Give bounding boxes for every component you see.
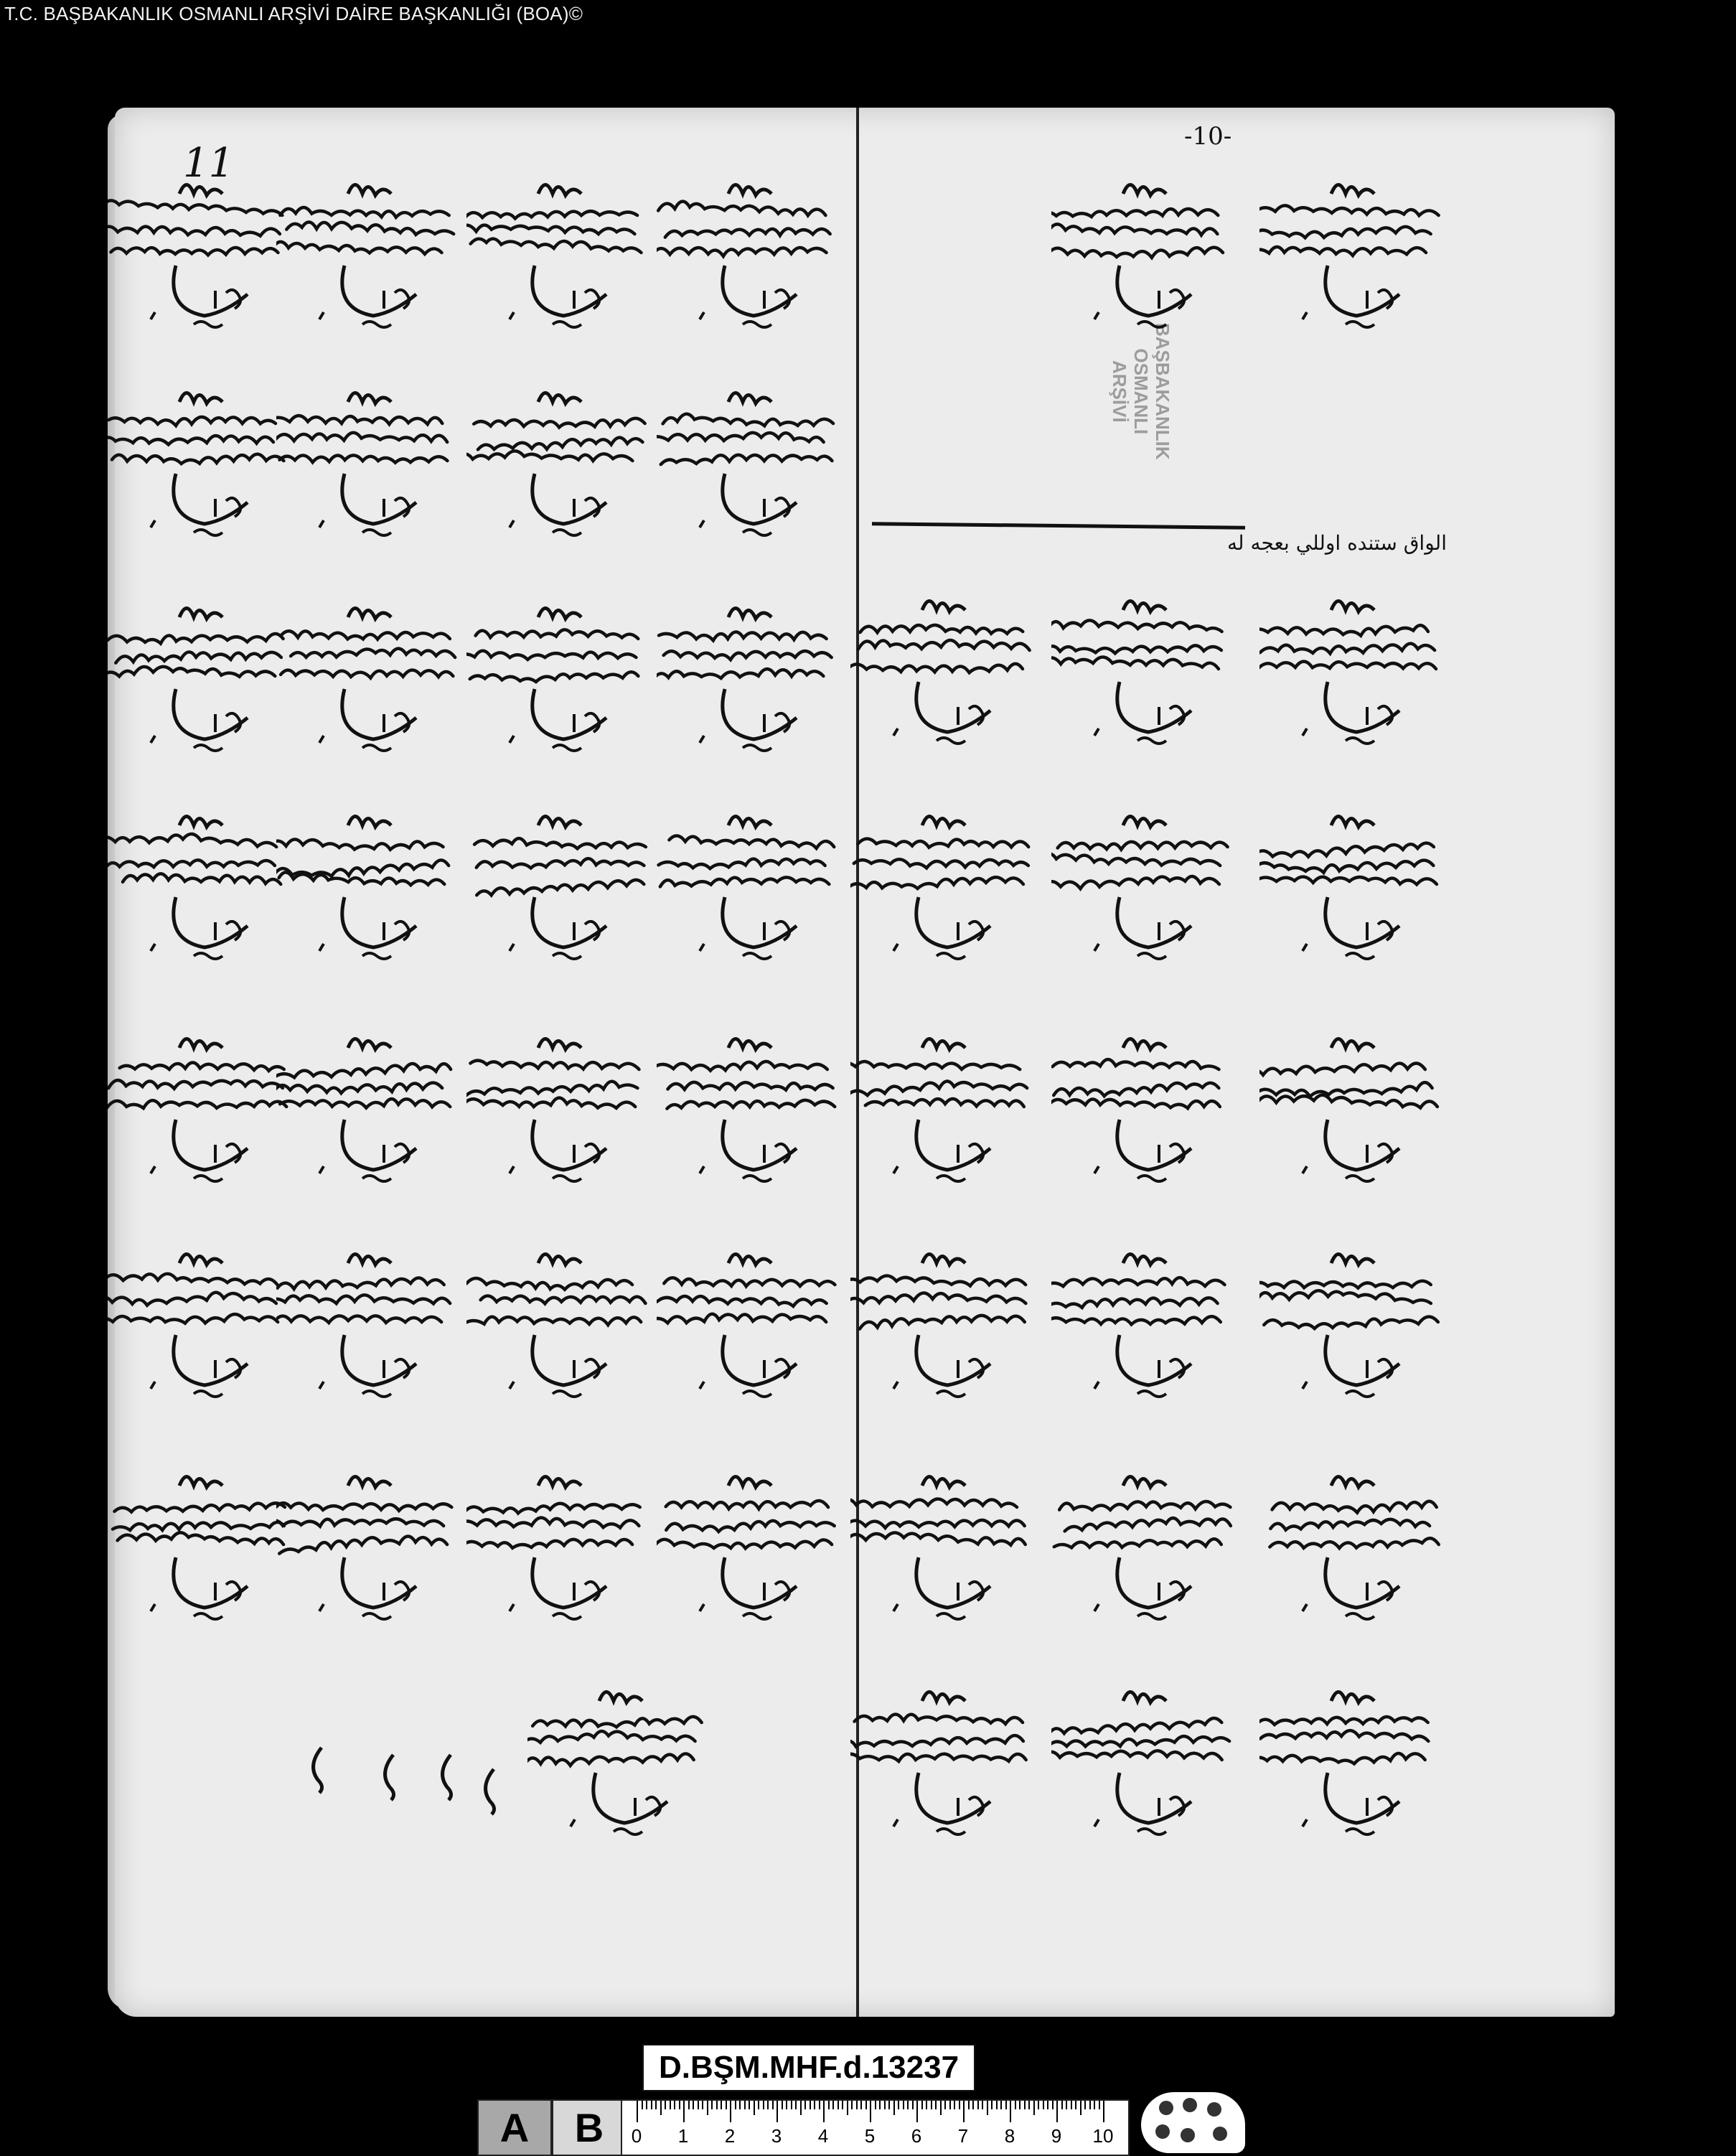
handwriting-icon: [466, 1464, 660, 1629]
handwriting-icon: [466, 172, 660, 337]
handwriting-icon: [108, 1242, 301, 1407]
ledger-entry: [657, 1242, 850, 1407]
ledger-entry: [1259, 1242, 1453, 1407]
reference-block-a: A: [477, 2099, 552, 2156]
handwriting-icon: [1259, 1026, 1453, 1191]
ledger-entry: [466, 1026, 660, 1191]
handwriting-icon: [657, 1464, 850, 1629]
color-palette-card: [1141, 2092, 1245, 2153]
ruler-number: 8: [1004, 2125, 1015, 2147]
handwriting-icon: [1259, 589, 1453, 754]
ledger-entry: [276, 380, 470, 545]
ledger-entry: [850, 1242, 1044, 1407]
ledger-entry: [276, 1242, 470, 1407]
handwriting-icon: [276, 172, 470, 337]
handwriting-icon: [108, 596, 301, 761]
ruler-number: 9: [1051, 2125, 1062, 2147]
ledger-entry: [466, 380, 660, 545]
ledger-entry: [1051, 804, 1245, 969]
handwriting-icon: [466, 1026, 660, 1191]
ledger-entry: [1051, 1242, 1245, 1407]
ledger-entry: [850, 1026, 1044, 1191]
tail-mark: [301, 1744, 330, 1794]
handwriting-icon: [527, 1679, 721, 1845]
scale-ruler: [621, 2099, 1130, 2156]
ledger-entry: [1259, 172, 1453, 337]
ledger-entry: [466, 596, 660, 761]
color-reference-blocks: [477, 2099, 627, 2156]
ledger-entry: [276, 804, 470, 969]
ledger-entry: [657, 1026, 850, 1191]
ledger-entry: [657, 596, 850, 761]
handwriting-icon: [1259, 804, 1453, 969]
handwriting-icon: [276, 596, 470, 761]
ledger-entry: [1259, 1679, 1453, 1845]
ledger-entry: [108, 1026, 301, 1191]
handwriting-icon: [657, 380, 850, 545]
ledger-entry: [466, 172, 660, 337]
tail-mark: [431, 1751, 459, 1801]
ledger-entry: [527, 1679, 721, 1845]
ruler-number: 10: [1092, 2125, 1114, 2147]
ledger-entry: [850, 804, 1044, 969]
ledger-entry: [276, 596, 470, 761]
handwriting-icon: [466, 380, 660, 545]
handwriting-icon: [466, 1242, 660, 1407]
handwriting-icon: [1259, 172, 1453, 337]
ledger-entry: [466, 1242, 660, 1407]
call-number-label: D.BŞM.MHF.d.13237: [642, 2044, 975, 2091]
handwriting-icon: [1259, 1679, 1453, 1845]
ledger-entry: [108, 380, 301, 545]
handwriting-icon: [1259, 1464, 1453, 1629]
ledger-entry: [108, 1242, 301, 1407]
handwriting-icon: [850, 804, 1044, 969]
handwriting-icon: [1051, 1464, 1245, 1629]
handwriting-icon: [276, 804, 470, 969]
handwriting-icon: [276, 380, 470, 545]
ledger-entry: [850, 1464, 1044, 1629]
handwriting-icon: [108, 1026, 301, 1191]
handwriting-icon: [108, 172, 301, 337]
handwriting-icon: [108, 1464, 301, 1629]
archive-header: T.C. BAŞBAKANLIK OSMANLI ARŞİVİ DAİRE BAŞKANLIĞI (BOA)©: [4, 3, 583, 24]
handwriting-icon: [850, 589, 1044, 754]
ledger-entry: [276, 1464, 470, 1629]
tail-mark: [373, 1751, 402, 1801]
ledger-entry: [1051, 589, 1245, 754]
handwriting-icon: [276, 1026, 470, 1191]
handwriting-icon: [1051, 589, 1245, 754]
handwriting-icon: [1051, 1679, 1245, 1845]
ledger-entry: [466, 1464, 660, 1629]
ledger-entry: [466, 804, 660, 969]
ruler-number: 7: [957, 2125, 969, 2147]
handwriting-icon: [850, 1679, 1044, 1845]
ruler-number: 6: [911, 2125, 922, 2147]
handwriting-icon: [850, 1464, 1044, 1629]
handwriting-icon: [1051, 1242, 1245, 1407]
handwriting-icon: [1051, 804, 1245, 969]
handwriting-icon: [850, 1026, 1044, 1191]
handwriting-icon: [1051, 172, 1245, 337]
ledger-entry: [657, 172, 850, 337]
folio-number-left: 11: [183, 140, 235, 187]
handwriting-icon: [108, 380, 301, 545]
ruler-number: 3: [771, 2125, 782, 2147]
ledger-entry: [1051, 172, 1245, 337]
ledger-entry: [1259, 1026, 1453, 1191]
handwriting-icon: [276, 1242, 470, 1407]
ledger-entry: [1259, 804, 1453, 969]
handwriting-icon: [657, 1026, 850, 1191]
stamp-line: ARŞİVİ: [1109, 360, 1130, 423]
handwriting-icon: [276, 1464, 470, 1629]
ledger-entry: [276, 172, 470, 337]
handwriting-icon: [657, 596, 850, 761]
ledger-entry: [1051, 1679, 1245, 1845]
folio-number-right: -10-: [1184, 122, 1232, 151]
handwriting-icon: [657, 172, 850, 337]
stamp-line: BAŞBAKANLIK: [1152, 323, 1173, 460]
ledger-entry: [1051, 1464, 1245, 1629]
ledger-entry: [657, 380, 850, 545]
handwriting-icon: [1051, 1026, 1245, 1191]
ledger-entry: [1259, 1464, 1453, 1629]
handwriting-icon: [108, 804, 301, 969]
ledger-entry: [850, 589, 1044, 754]
ruler-number: 2: [724, 2125, 736, 2147]
reference-block-b: B: [552, 2099, 627, 2156]
handwriting-icon: [466, 596, 660, 761]
section-heading: الواق ستنده اوللي بعجه له: [1227, 531, 1447, 555]
handwriting-icon: [466, 804, 660, 969]
handwriting-icon: [657, 1242, 850, 1407]
ledger-entry: [1051, 1026, 1245, 1191]
ruler-number: 4: [817, 2125, 829, 2147]
ruler-number: 1: [677, 2125, 689, 2147]
archive-stamp: [1109, 323, 1173, 460]
ledger-entry: [276, 1026, 470, 1191]
ruler-number: 0: [631, 2125, 642, 2147]
ledger-entry: [850, 1679, 1044, 1845]
handwriting-icon: [850, 1242, 1044, 1407]
ledger-entry: [657, 804, 850, 969]
ledger-entry: [108, 804, 301, 969]
handwriting-icon: [1259, 1242, 1453, 1407]
handwriting-icon: [657, 804, 850, 969]
ledger-entry: [108, 596, 301, 761]
tail-mark: [474, 1766, 502, 1816]
ruler-number: 5: [864, 2125, 876, 2147]
stamp-line: OSMANLI: [1130, 348, 1152, 435]
ledger-entry: [657, 1464, 850, 1629]
ledger-entry: [1259, 589, 1453, 754]
ledger-entry: [108, 1464, 301, 1629]
ledger-entry: [108, 172, 301, 337]
